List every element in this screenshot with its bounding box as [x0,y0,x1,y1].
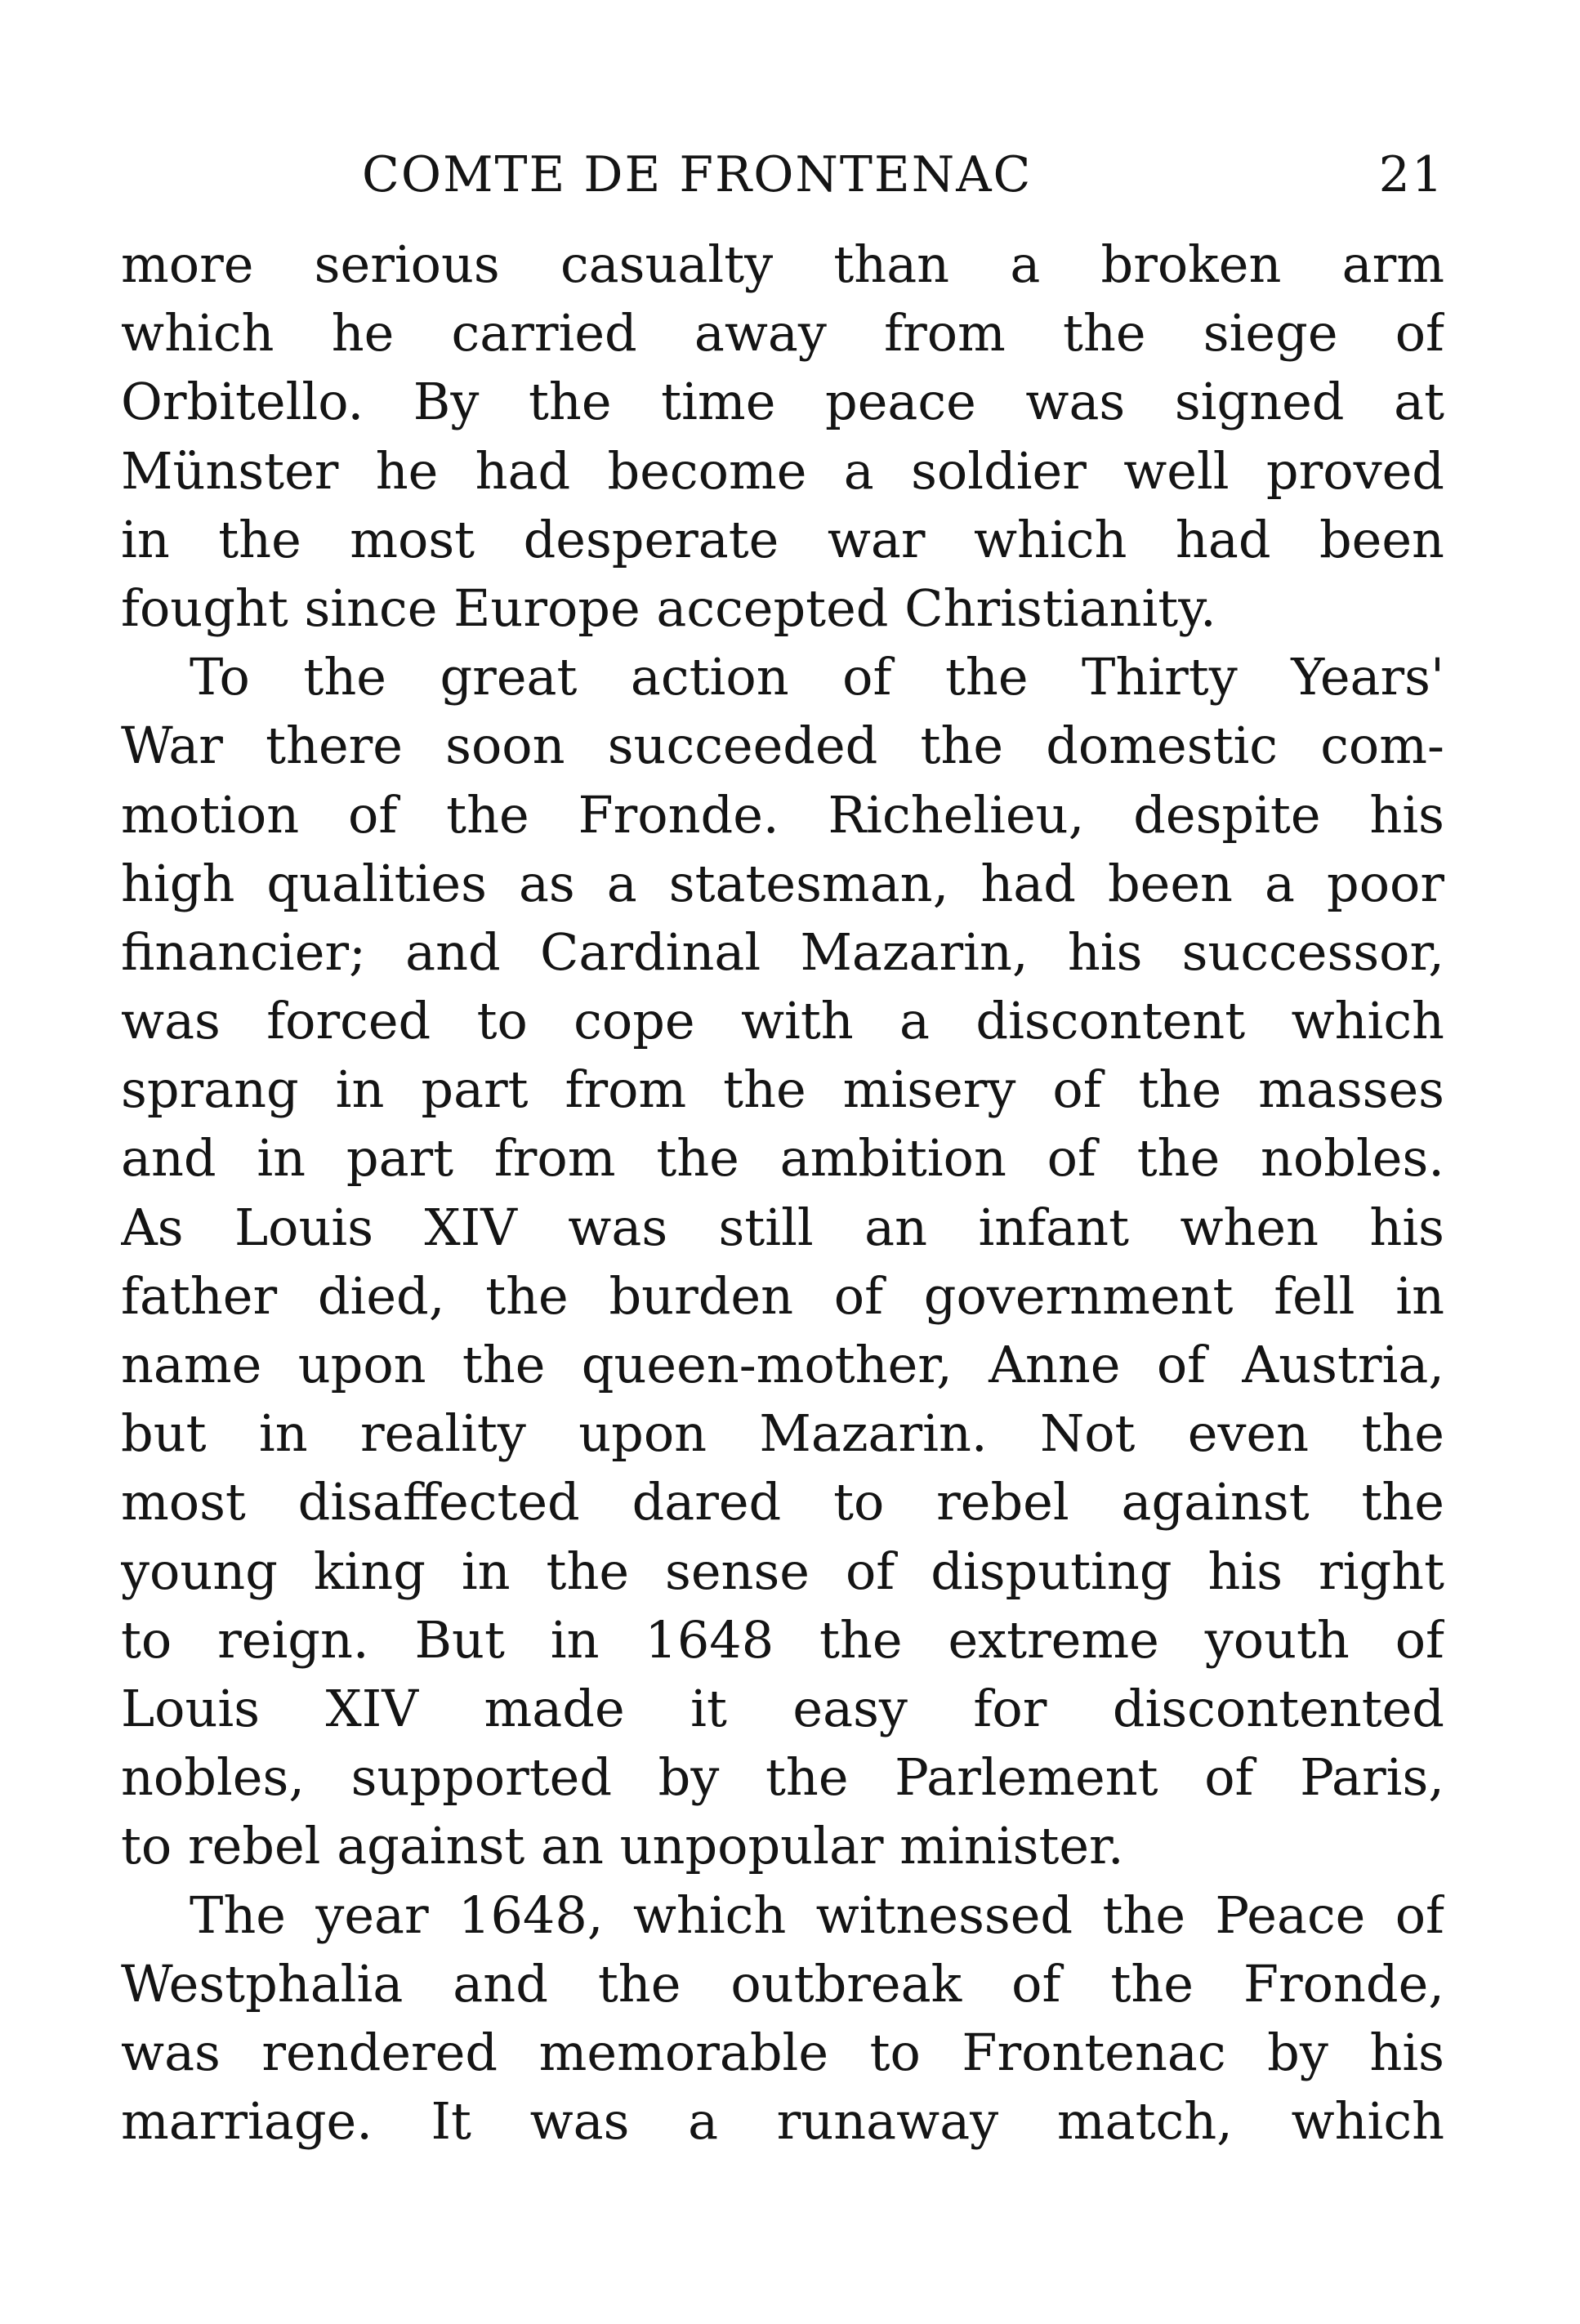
text-line: to rebel against an unpopular minister. [121,1816,1124,1876]
paragraph-start-line: The year 1648, which witnessed the Peace of [190,1885,1444,1945]
text-line: more serious casualty than a broken arm [121,234,1444,294]
text-line: Münster he had become a soldier well proved [121,440,1444,501]
body-text [121,230,1444,2156]
paragraph-start-line: To the great action of the Thirty Years' [190,647,1444,707]
text-line: As Louis XIV was still an infant when his [121,1197,1444,1257]
running-head [121,141,1444,209]
text-line: but in reality upon Mazarin. Not even the [121,1403,1444,1464]
text-line: in the most desperate war which had been [121,509,1444,569]
text-line: name upon the queen-mother, Anne of Austria, [121,1335,1444,1394]
text-line: marriage. It was a runaway match, which [121,2091,1444,2152]
text-line: financier; and Cardinal Mazarin, his successor, [121,921,1444,982]
text-line: Westphalia and the outbreak of the Fronde, [121,1953,1444,2014]
text-line: and in part from the ambition of the nobles. [121,1128,1444,1189]
text-line: sprang in part from the misery of the masses [121,1059,1444,1120]
text-line: was rendered memorable to Frontenac by his [121,2022,1444,2082]
text-line: most disaffected dared to rebel against the [121,1472,1444,1532]
running-title: COMTE DE FRONTENAC [362,146,1033,203]
text-line: was forced to cope with a discontent which [121,991,1444,1051]
text-line: fought since Europe accepted Christianity. [121,578,1216,638]
text-line: Louis XIV made it easy for discontented [121,1678,1444,1738]
text-line: young king in the sense of disputing his right [121,1541,1444,1601]
text-line: War there soon succeeded the domestic com- [121,716,1444,776]
text-line: which he carried away from the siege of [121,303,1444,364]
text-line: to reign. But in 1648 the extreme youth of [121,1609,1444,1670]
text-line: father died, the burden of government fell in [121,1265,1444,1326]
page-number: 21 [1378,146,1444,203]
text-line: high qualities as a statesman, had been a poor [121,853,1444,913]
text-line: nobles, supported by the Parlement of Paris, [121,1747,1444,1808]
book-page [121,141,1444,2156]
text-line: motion of the Fronde. Richelieu, despite his [121,784,1444,845]
text-line: Orbitello. By the time peace was signed at [121,372,1444,432]
